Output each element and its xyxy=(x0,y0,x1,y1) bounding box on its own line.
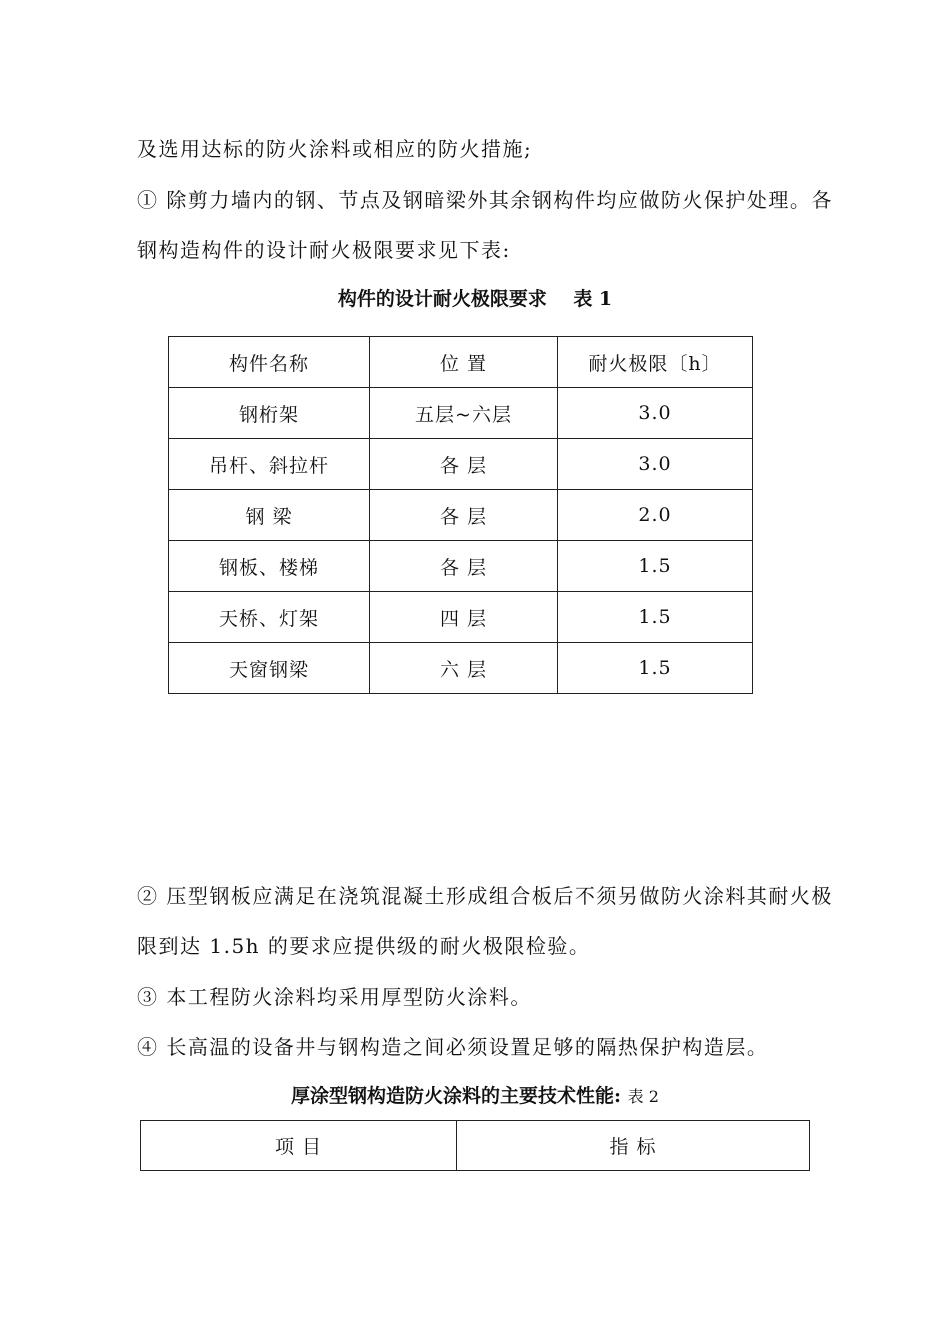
table-row xyxy=(169,490,753,541)
table1-caption xyxy=(0,287,950,311)
table-row xyxy=(169,388,753,439)
header-cell: 项 目 xyxy=(141,1121,457,1171)
coating-performance-table xyxy=(140,1120,810,1171)
table-cell: 各 层 xyxy=(370,541,558,592)
table-cell: 各 层 xyxy=(370,490,558,541)
table2-caption xyxy=(0,1084,950,1109)
table-cell: 钢 梁 xyxy=(169,490,370,541)
table-cell: 3.0 xyxy=(558,439,753,490)
table2-caption-text: 厚涂型钢构造防火涂料的主要技术性能: xyxy=(291,1085,622,1107)
table-cell: 吊杆、斜拉杆 xyxy=(169,439,370,490)
paragraph-line: 及选用达标的防火涂料或相应的防火措施; xyxy=(137,137,533,161)
fire-resistance-table xyxy=(168,336,753,694)
table-cell: 六 层 xyxy=(370,643,558,694)
paragraph-line: ③ 本工程防火涂料均采用厚型防火涂料。 xyxy=(137,985,532,1009)
table-row xyxy=(169,643,753,694)
table-cell: 钢桁架 xyxy=(169,388,370,439)
header-cell: 构件名称 xyxy=(169,337,370,388)
table-cell: 2.0 xyxy=(558,490,753,541)
table-header-row xyxy=(169,337,753,388)
header-cell: 位 置 xyxy=(370,337,558,388)
header-cell: 指 标 xyxy=(457,1121,810,1171)
table-cell: 天桥、灯架 xyxy=(169,592,370,643)
table-row xyxy=(169,541,753,592)
table-cell: 3.0 xyxy=(558,388,753,439)
table-row xyxy=(169,592,753,643)
table2-caption-number: 表 2 xyxy=(627,1087,659,1106)
table-cell: 五层~六层 xyxy=(370,388,558,439)
paragraph-line: ① 除剪力墙内的钢、节点及钢暗梁外其余钢构件均应做防火保护处理。各 xyxy=(137,188,833,212)
paragraph-line: 钢构造构件的设计耐火极限要求见下表: xyxy=(137,238,511,262)
table-cell: 天窗钢梁 xyxy=(169,643,370,694)
table1-caption-number: 表 1 xyxy=(573,288,613,310)
table-cell: 四 层 xyxy=(370,592,558,643)
table-cell: 1.5 xyxy=(558,643,753,694)
table-row xyxy=(169,439,753,490)
table-header-row xyxy=(141,1121,810,1171)
paragraph-line: ④ 长高温的设备井与钢构造之间必须设置足够的隔热保护构造层。 xyxy=(137,1035,769,1059)
paragraph-line: ② 压型钢板应满足在浇筑混凝土形成组合板后不须另做防火涂料其耐火极 xyxy=(137,884,833,908)
table-cell: 1.5 xyxy=(558,541,753,592)
table-cell: 1.5 xyxy=(558,592,753,643)
paragraph-line: 限到达 1.5h 的要求应提供级的耐火极限检验。 xyxy=(137,934,591,958)
table-cell: 钢板、楼梯 xyxy=(169,541,370,592)
table-cell: 各 层 xyxy=(370,439,558,490)
table1-caption-text: 构件的设计耐火极限要求 xyxy=(337,288,547,310)
header-cell: 耐火极限〔h〕 xyxy=(558,337,753,388)
